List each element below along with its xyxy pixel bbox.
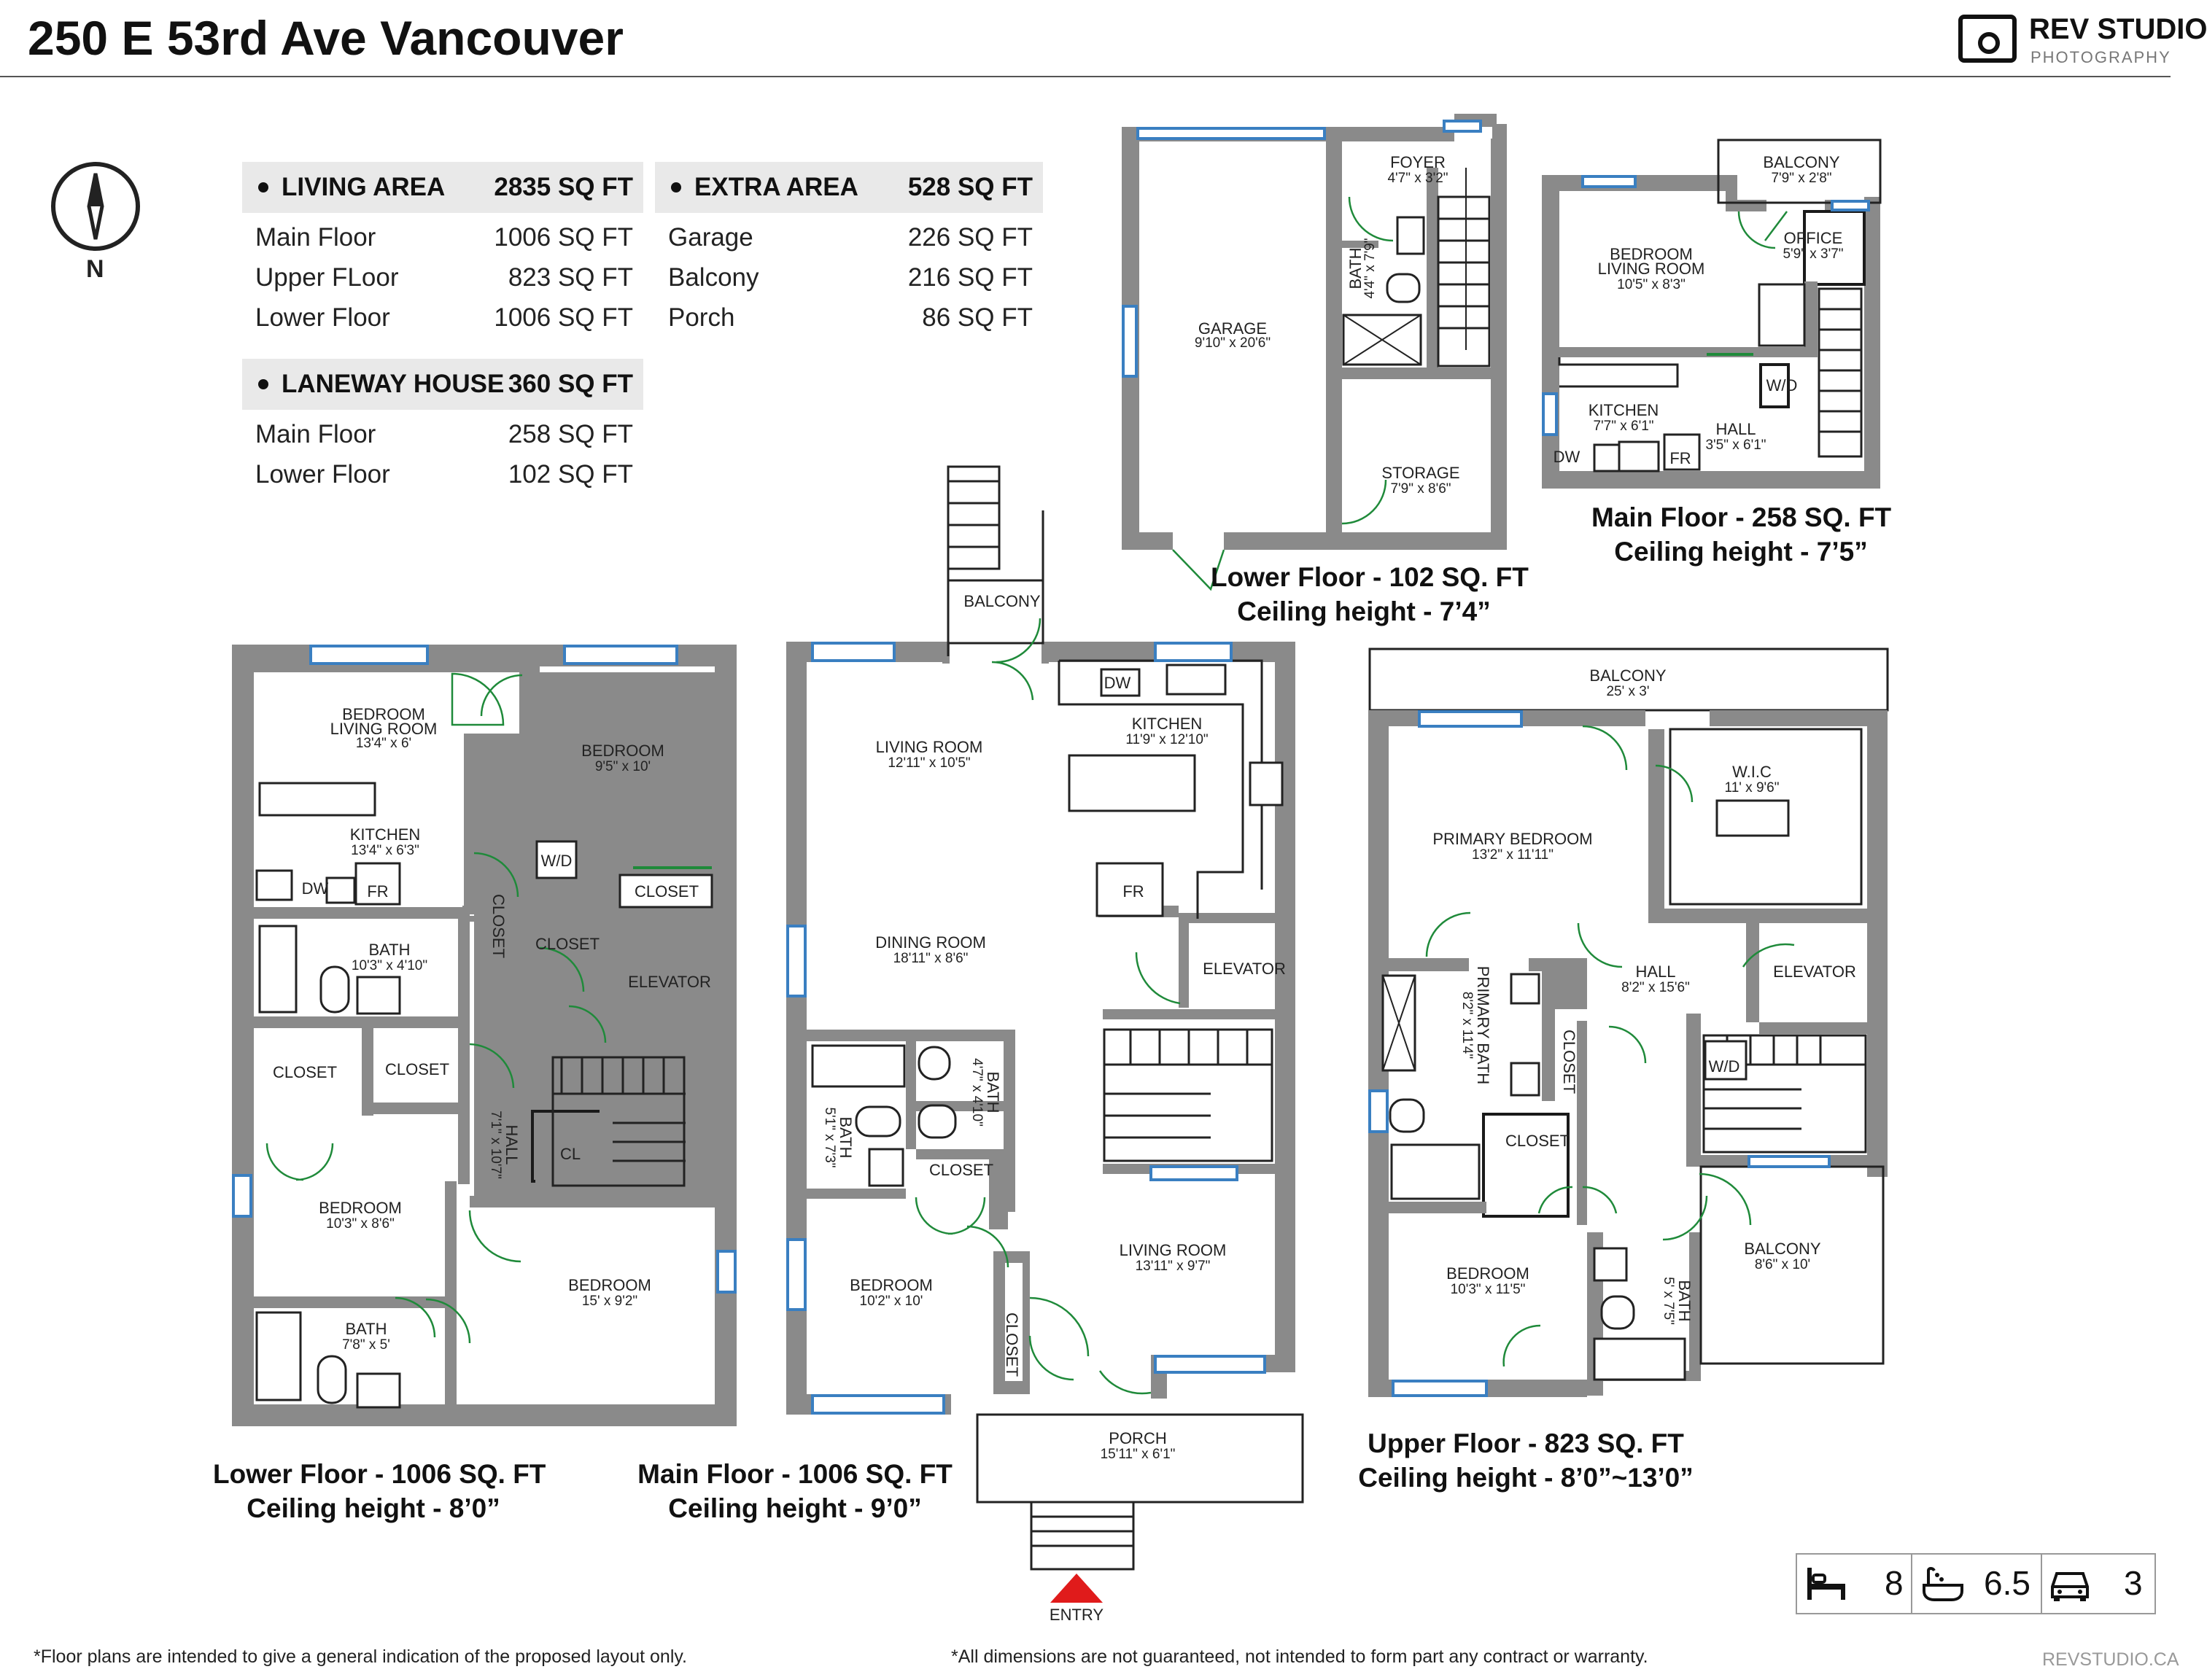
room-label: OFFICE [1783, 229, 1843, 247]
bathtub-icon [1921, 1565, 1965, 1603]
room-dim: 10'5" x 8'3" [1617, 277, 1686, 292]
room-dim: 10'3" x 11'5" [1450, 1282, 1526, 1297]
lower-floor-plan [232, 645, 737, 1426]
room-dim: 7'7" x 6'1" [1593, 419, 1654, 434]
upper-floor-plan [1368, 649, 1888, 1397]
room-dim: 7'8" x 5' [342, 1337, 390, 1353]
laneway-area-header: LANEWAY HOUSE 360 SQ FT [242, 359, 643, 410]
room-label: FOYER [1390, 153, 1446, 171]
room-label: BATH [1346, 247, 1365, 289]
extra-area-header: EXTRA AREA 528 SQ FT [655, 162, 1043, 213]
room-dim: 7'1" x 10'7" [488, 1111, 503, 1179]
page-title: 250 E 53rd Ave Vancouver [28, 11, 624, 65]
room-label: HALL [1715, 420, 1756, 438]
stats-divider [2041, 1553, 2042, 1614]
footer-disclaimer-dimensions: *All dimensions are not guaranteed, not intended to form part any contract or warranty. [951, 1646, 1648, 1667]
room-label: BATH [368, 941, 411, 959]
room-label: BATH [984, 1071, 1002, 1113]
room-label: KITCHEN [1588, 401, 1659, 419]
room-label: STORAGE [1381, 464, 1460, 482]
living-area-row: Main Floor 1006 SQ FT [255, 222, 633, 252]
entry-arrow-icon [1050, 1574, 1103, 1603]
room-label: W.I.C [1732, 763, 1772, 781]
room-dim: 18'11" x 8'6" [893, 951, 969, 966]
room-label: BALCONY [1589, 666, 1667, 685]
room-label: LIVING ROOM [1119, 1241, 1227, 1259]
room-dim: 3'5" x 6'1" [1705, 438, 1766, 453]
room-dim: 5'9" x 3'7" [1783, 246, 1844, 262]
room-dim: 10'2" x 10' [859, 1294, 923, 1309]
room-label: ELEVATOR [1203, 960, 1286, 978]
room-label: BALCONY [1744, 1240, 1821, 1258]
room-label: BEDROOM [581, 742, 664, 760]
room-dim: 15'11" x 6'1" [1100, 1447, 1176, 1462]
lower-floor-caption: Lower Floor - 1006 SQ. FT Ceiling height - 8’0” [213, 1459, 546, 1523]
room-dim: 15' x 9'2" [581, 1294, 638, 1309]
room-label: BEDROOM [342, 705, 425, 723]
room-label: FR [367, 882, 389, 901]
laneway-area-row: Main Floor 258 SQ FT [255, 419, 633, 448]
laneway-area-row: Lower Floor 102 SQ FT [255, 459, 633, 489]
room-label: LIVING ROOM [1597, 260, 1705, 278]
room-dim: 5'1" x 7'3" [822, 1107, 837, 1168]
room-label: W/D [1766, 376, 1798, 394]
room-dim: 7'9" x 8'6" [1390, 481, 1451, 497]
room-label: CLOSET [1505, 1132, 1570, 1150]
room-label: PRIMARY BEDROOM [1432, 830, 1593, 848]
room-label: DW [301, 879, 329, 898]
room-label: PRIMARY BATH [1474, 965, 1492, 1085]
room-label: CLOSET [928, 1161, 994, 1179]
room-label: ELEVATOR [1773, 962, 1856, 981]
beds-count: 8 [1885, 1564, 1904, 1602]
room-label: CLOSET [489, 893, 508, 959]
room-dim: 10'3" x 8'6" [326, 1216, 395, 1232]
room-dim: 10'3" x 4'10" [351, 958, 428, 973]
extra-area-row: Porch 86 SQ FT [668, 303, 1033, 332]
room-label: BEDROOM [568, 1276, 651, 1294]
room-dim: 4'4" x 7'9" [1362, 238, 1378, 299]
room-label: BEDROOM [850, 1276, 933, 1294]
laneway-lower-floor-plan [1122, 114, 1507, 589]
room-dim: 9'10" x 20'6" [1194, 335, 1271, 351]
room-label: HALL [1635, 962, 1676, 981]
room-dim: 13'2" x 11'11" [1472, 847, 1554, 863]
parking-count: 3 [2124, 1564, 2143, 1602]
room-dim: 13'4" x 6'3" [351, 843, 419, 858]
room-label: CL [559, 1145, 581, 1163]
room-dim: 8'2" x 11'4" [1459, 991, 1475, 1059]
room-label: BATH [345, 1320, 387, 1338]
main-floor-plan [786, 467, 1303, 1624]
room-label: HALL [503, 1124, 521, 1165]
stats-box [1796, 1553, 2156, 1614]
room-label: BALCONY [1763, 153, 1840, 171]
room-dim: 5' x 7'5" [1661, 1277, 1676, 1325]
living-area-row: Lower Floor 1006 SQ FT [255, 303, 633, 332]
room-dim: 4'7" x 4'10" [969, 1058, 985, 1127]
room-label: DINING ROOM [875, 933, 986, 952]
room-label: KITCHEN [349, 825, 421, 844]
bed-icon [1804, 1565, 1848, 1603]
room-label: PORCH [1109, 1429, 1167, 1447]
compass-north-label: N [86, 255, 104, 283]
room-dim: 12'11" x 10'5" [888, 755, 971, 771]
footer-website: REVSTUDIO.CA [2042, 1649, 2179, 1670]
main-floor-caption: Main Floor - 1006 SQ. FT Ceiling height - 9’0” [637, 1459, 953, 1523]
room-label: CLOSET [535, 935, 600, 953]
room-dim: 13'11" x 9'7" [1135, 1259, 1211, 1274]
room-label: W/D [540, 852, 573, 870]
logo-subtitle: PHOTOGRAPHY [2030, 48, 2171, 66]
room-label: W/D [1708, 1057, 1740, 1076]
extra-area-row: Garage 226 SQ FT [668, 222, 1033, 252]
entry-label: ENTRY [1049, 1606, 1104, 1624]
car-icon [2048, 1565, 2092, 1603]
room-label: LIVING ROOM [875, 738, 983, 756]
room-dim: 11' x 9'6" [1724, 780, 1780, 796]
room-dim: 25' x 3' [1606, 684, 1650, 699]
logo-brand: REV STUDIO [2029, 13, 2207, 45]
room-label: BALCONY [963, 592, 1041, 610]
room-label: DW [1553, 448, 1580, 466]
room-label: CLOSET [1003, 1312, 1021, 1377]
room-dim: 8'2" x 15'6" [1621, 980, 1690, 995]
laneway-main-caption: Main Floor - 258 SQ. FT Ceiling height - 7’5” [1591, 502, 1892, 567]
room-label: DW [1104, 674, 1131, 692]
room-dim: 9'5" x 10' [594, 759, 651, 774]
baths-count: 6.5 [1984, 1564, 2030, 1602]
room-label: CLOSET [1560, 1029, 1578, 1094]
laneway-lower-caption: Lower Floor - 102 SQ. FT Ceiling height - 7’4” [1211, 562, 1529, 626]
room-label: CLOSET [272, 1063, 338, 1081]
room-dim: 4'7" x 3'2" [1387, 171, 1448, 186]
room-dim: 11'9" x 12'10" [1125, 732, 1209, 747]
room-label: CLOSET [634, 882, 699, 901]
room-label: KITCHEN [1131, 715, 1203, 733]
room-label: ELEVATOR [628, 973, 711, 991]
living-area-header: LIVING AREA 2835 SQ FT [242, 162, 643, 213]
room-label: BEDROOM [1446, 1264, 1529, 1283]
room-dim: 13'4" x 6' [355, 736, 412, 751]
room-label: FR [1122, 882, 1144, 901]
laneway-main-floor-plan [1542, 140, 1880, 489]
room-label: BEDROOM [319, 1199, 402, 1217]
footer-disclaimer-layout: *Floor plans are intended to give a general indication of the proposed layout only. [34, 1646, 687, 1667]
room-label: FR [1669, 449, 1691, 467]
room-label: BATH [837, 1116, 855, 1159]
living-area-row: Upper FLoor 823 SQ FT [255, 262, 633, 292]
room-label: BATH [1675, 1280, 1694, 1322]
room-label: LIVING ROOM [330, 720, 438, 738]
room-label: CLOSET [384, 1060, 450, 1078]
room-dim: 7'9" x 2'8" [1771, 171, 1832, 186]
room-label: BEDROOM [1610, 245, 1693, 263]
room-dim: 8'6" x 10' [1754, 1257, 1811, 1272]
upper-floor-caption: Upper Floor - 823 SQ. FT Ceiling height - 8’0”~13’0” [1358, 1428, 1694, 1493]
room-label: GARAGE [1198, 319, 1268, 338]
stats-divider [1911, 1553, 1912, 1614]
extra-area-row: Balcony 216 SQ FT [668, 262, 1033, 292]
